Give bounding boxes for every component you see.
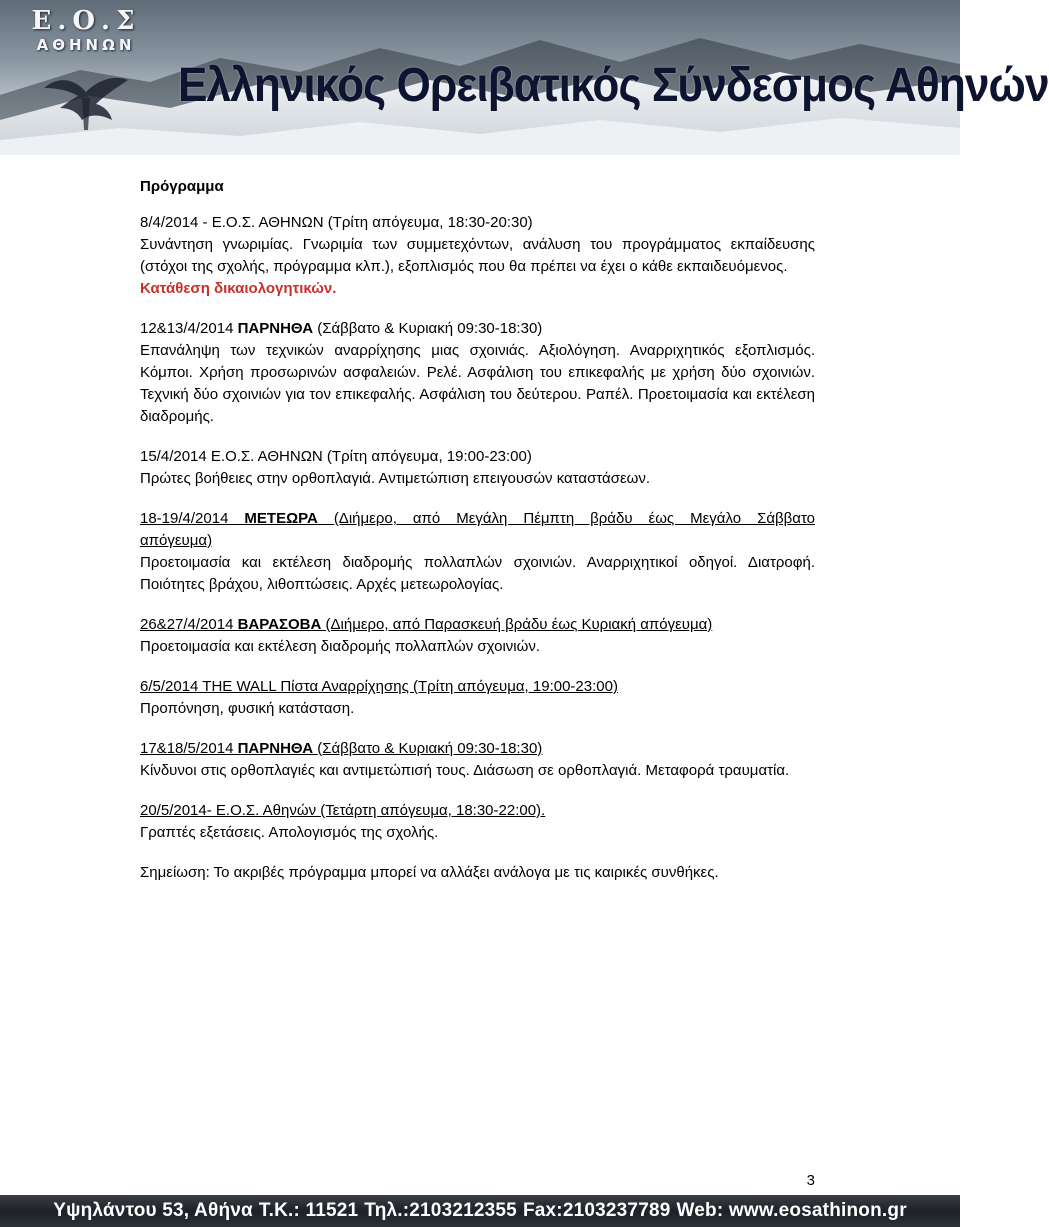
item-3-heading: 15/4/2014 Ε.Ο.Σ. ΑΘΗΝΩΝ (Τρίτη απόγευμα, 19:00-23:00) <box>140 448 532 465</box>
banner-title: Ελληνικός Ορειβατικός Σύνδεσμος Αθηνών <box>178 59 1049 112</box>
item-7-when: (Σάββατο & Κυριακή 09:30-18:30) <box>317 740 543 757</box>
item-2-body: Επανάληψη των τεχνικών αναρρίχησης μιας σχοινιάς. Αξιολόγηση. Αναρριχητικός εξοπλισμός. Κόμποι. Χρήση προσωρινών ασφαλειών. Ρελέ. Ασφάλιση του επικεφαλής με χρήση δύο σχοινιών. Τεχνική δύο σχοινιών για τον επικεφαλής. Ασφάλιση του δεύτερου. Ραπέλ. Προετοιμασία και εκτέλεση διαδρομής. <box>140 342 815 425</box>
item-7-heading <box>140 738 815 760</box>
item-2-heading <box>140 318 815 340</box>
item-8-heading: 20/5/2014- Ε.Ο.Σ. Αθηνών (Τετάρτη απόγευμα, 18:30-22:00). <box>140 802 546 819</box>
section-title: Πρόγραμμα <box>140 178 224 195</box>
item-5-date: 26&27/4/2014 <box>140 616 234 633</box>
item-6-body: Προπόνηση, φυσική κατάσταση. <box>140 700 355 717</box>
item-5-heading <box>140 614 815 636</box>
item-6-heading: 6/5/2014 THE WALL Πίστα Αναρρίχησης (Τρίτη απόγευμα, 19:00-23:00) <box>140 678 618 695</box>
eagle-emblem-icon <box>38 58 134 136</box>
header-banner <box>0 0 1049 155</box>
item-2-place: ΠΑΡΝΗΘΑ <box>237 320 314 337</box>
item-5-place: ΒΑΡΑΣΟΒΑ <box>237 616 322 633</box>
item-4-when-cont: απόγευμα) <box>140 532 213 549</box>
item-7-date: 17&18/5/2014 <box>140 740 234 757</box>
item-2-date: 12&13/4/2014 <box>140 320 234 337</box>
footer-fax: Fax:2103237789 <box>522 1200 671 1221</box>
item-4-heading <box>140 508 815 530</box>
item-5-when: (Διήμερο, από Παρασκευή βράδυ έως Κυριακή απόγευμα) <box>325 616 713 633</box>
page-number: 3 <box>806 1172 815 1189</box>
logo <box>26 4 146 146</box>
item-7-place: ΠΑΡΝΗΘΑ <box>237 740 314 757</box>
footer-postal: Τ.Κ.: 11521 <box>258 1200 359 1221</box>
item-4-date: 18-19/4/2014 <box>140 510 229 527</box>
footer-bar <box>0 1195 960 1227</box>
item-5-body: Προετοιμασία και εκτέλεση διαδρομής πολλαπλών σχοινιών. <box>140 638 540 655</box>
logo-title: Ε.Ο.Σ <box>31 6 141 36</box>
item-3-body: Πρώτες βοήθειες στην ορθοπλαγιά. Αντιμετώπιση επειγουσών καταστάσεων. <box>140 470 651 487</box>
item-8-body: Γραπτές εξετάσεις. Απολογισμός της σχολής. <box>140 824 439 841</box>
item-1-note: Κατάθεση δικαιολογητικών. <box>140 280 337 297</box>
item-4-when: (Διήμερο, από Μεγάλη Πέμπτη βράδυ έως Μεγάλο Σάββατο <box>333 510 815 527</box>
footer-address: Υψηλάντου 53, Αθήνα <box>53 1200 253 1221</box>
footer-web[interactable]: Web: www.eosathinon.gr <box>676 1200 907 1221</box>
item-1-heading: 8/4/2014 - Ε.Ο.Σ. ΑΘΗΝΩΝ (Τρίτη απόγευμα, 18:30-20:30) <box>140 214 533 231</box>
item-4-place: ΜΕΤΕΩΡΑ <box>244 510 318 527</box>
item-4-body: Προετοιμασία και εκτέλεση διαδρομής πολλαπλών σχοινιών. Αναρριχητικοί οδηγοί. Διατροφή. Ποιότητες βράχου, λιθοπτώσεις. Αρχές μετεωρολογίας. <box>140 554 815 593</box>
schedule-note: Σημείωση: Το ακριβές πρόγραμμα μπορεί να αλλάξει ανάλογα με τις καιρικές συνθήκες. <box>140 864 719 881</box>
footer-tel: Τηλ.:2103212355 <box>364 1200 517 1221</box>
logo-subtitle: ΑΘΗΝΩΝ <box>36 36 136 54</box>
program-content <box>140 170 815 884</box>
item-2-when: (Σάββατο & Κυριακή 09:30-18:30) <box>317 320 543 337</box>
item-7-body: Κίνδυνοι στις ορθοπλαγιές και αντιμετώπισή τους. Διάσωση σε ορθοπλαγιά. Μεταφορά τραυματία. <box>140 762 790 779</box>
item-1-body: Συνάντηση γνωριμίας. Γνωριμία των συμμετεχόντων, ανάλυση του προγράμματος εκπαίδευσης (στόχοι της σχολής, πρόγραμμα κλπ.), εξοπλισμός που θα πρέπει να έχει ο κάθε εκπαιδευόμενος. <box>140 236 815 275</box>
